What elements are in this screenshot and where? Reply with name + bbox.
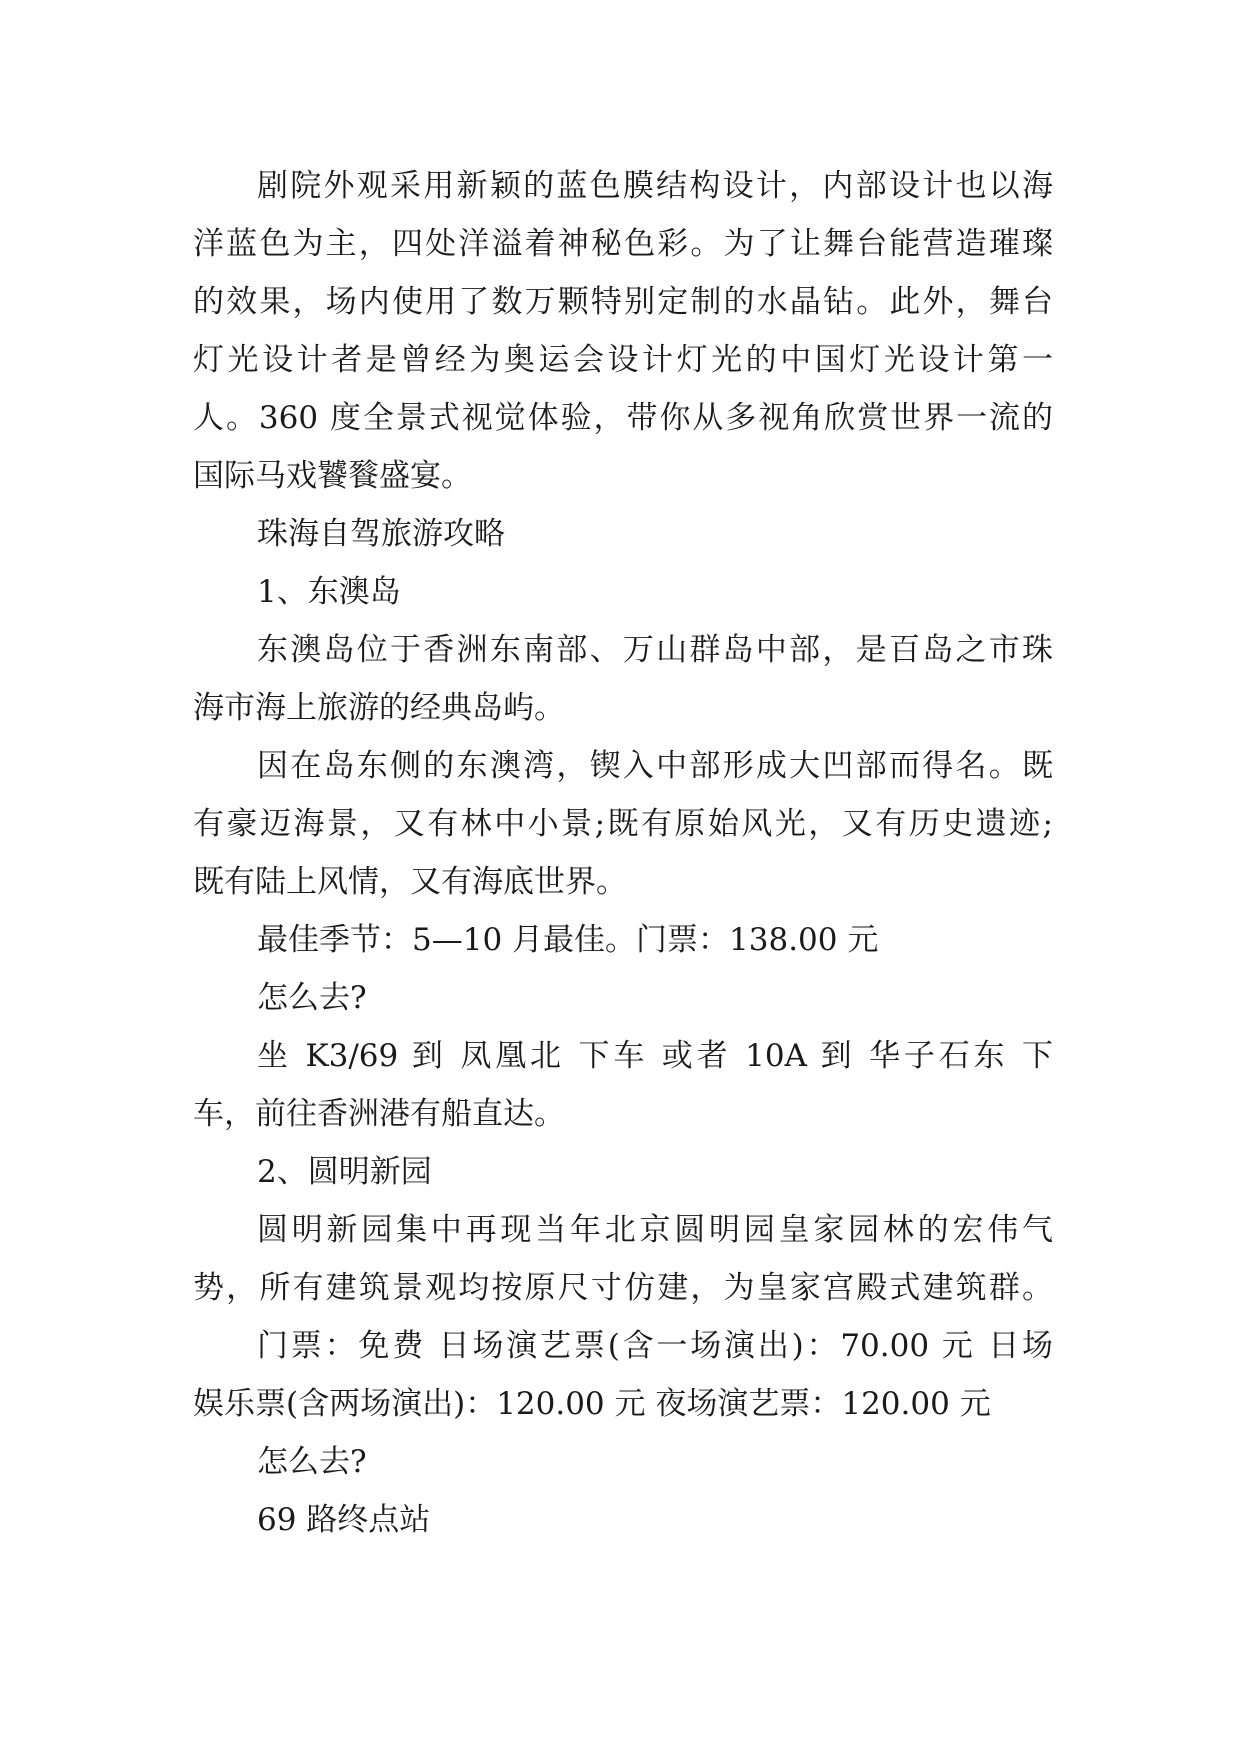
yuanming-ticket-line-2: 娱乐票(含两场演出)：120.00 元 夜场演艺票：120.00 元 bbox=[193, 1386, 991, 1422]
paragraph-theater-line-3: 的效果，场内使用了数万颗特别定制的水晶钻。此外，舞台 bbox=[193, 284, 1053, 320]
paragraph-theater-line-5: 人。360 度全景式视觉体验，带你从多视角欣赏世界一流的 bbox=[193, 400, 1053, 436]
paragraph-dongao-line-1: 东澳岛位于香洲东南部、万山群岛中部，是百岛之市珠 bbox=[257, 632, 1053, 668]
dongao-directions-line-1: 坐 K3/69 到 凤凰北 下车 或者 10A 到 华子石东 下 bbox=[257, 1038, 1053, 1074]
paragraph-dongao-name-line-2: 有豪迈海景，又有林中小景;既有原始风光，又有历史遗迹; bbox=[193, 806, 1053, 842]
paragraph-dongao-name-line-3: 既有陆上风情，又有海底世界。 bbox=[193, 864, 627, 900]
paragraph-theater-line-2: 洋蓝色为主，四处洋溢着神秘色彩。为了让舞台能营造璀璨 bbox=[193, 226, 1053, 262]
dongao-how-to-go-heading: 怎么去? bbox=[257, 980, 367, 1016]
yuanming-ticket-line-1: 门票：免费 日场演艺票(含一场演出)：70.00 元 日场 bbox=[257, 1328, 1053, 1364]
item-heading-yuanming-new-garden: 2、圆明新园 bbox=[257, 1154, 432, 1190]
paragraph-theater-line-6: 国际马戏饕餮盛宴。 bbox=[193, 458, 472, 494]
yuanming-directions: 69 路终点站 bbox=[257, 1502, 431, 1538]
paragraph-dongao-line-2: 海市海上旅游的经典岛屿。 bbox=[193, 690, 565, 726]
dongao-directions-line-2: 车，前往香洲港有船直达。 bbox=[193, 1096, 565, 1132]
item-heading-dongao-island: 1、东澳岛 bbox=[257, 574, 401, 610]
paragraph-theater-line-1: 剧院外观采用新颖的蓝色膜结构设计，内部设计也以海 bbox=[257, 168, 1053, 204]
paragraph-yuanming-line-2: 势，所有建筑景观均按原尺寸仿建，为皇家宫殿式建筑群。 bbox=[193, 1270, 1053, 1306]
paragraph-yuanming-line-1: 圆明新园集中再现当年北京圆明园皇家园林的宏伟气 bbox=[257, 1212, 1053, 1248]
paragraph-theater-line-4: 灯光设计者是曾经为奥运会设计灯光的中国灯光设计第一 bbox=[193, 342, 1053, 378]
paragraph-dongao-name-line-1: 因在岛东侧的东澳湾，锲入中部形成大凹部而得名。既 bbox=[257, 748, 1053, 784]
dongao-season-ticket: 最佳季节：5—10 月最佳。门票：138.00 元 bbox=[257, 922, 879, 958]
section-heading: 珠海自驾旅游攻略 bbox=[257, 516, 505, 552]
yuanming-how-to-go-heading: 怎么去? bbox=[257, 1444, 367, 1480]
